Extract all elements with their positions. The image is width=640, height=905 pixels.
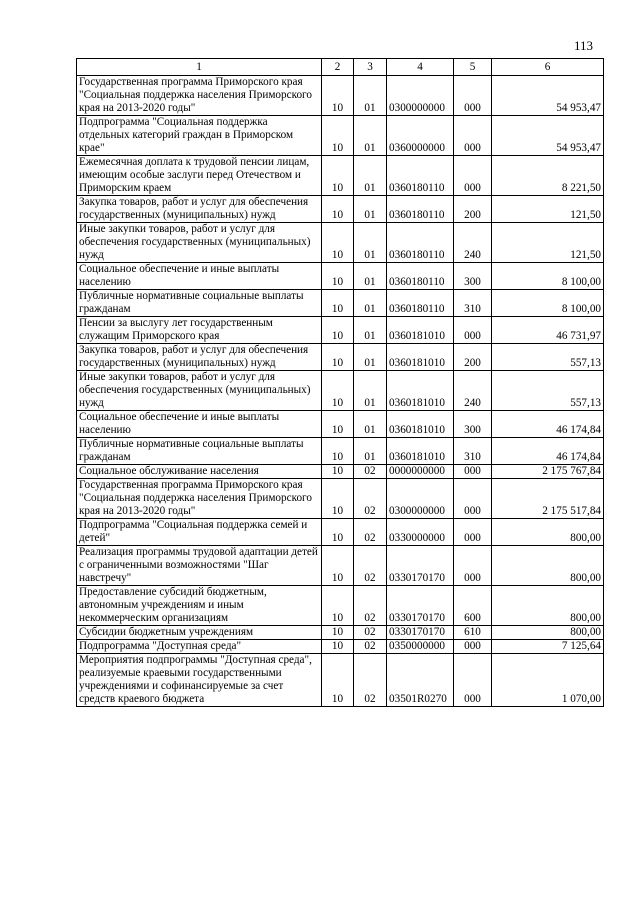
row-expense-type: 300 bbox=[454, 411, 492, 438]
row-target-code: 03501R0270 bbox=[387, 654, 454, 707]
row-expense-type: 610 bbox=[454, 626, 492, 640]
row-section: 10 bbox=[322, 290, 354, 317]
row-amount: 2 175 517,84 bbox=[492, 479, 604, 519]
row-amount: 46 174,84 bbox=[492, 411, 604, 438]
table-row bbox=[77, 586, 604, 626]
row-amount: 121,50 bbox=[492, 196, 604, 223]
row-description: Реализация программы трудовой адаптации детей с ограниченными возможностями "Шаг навстречу" bbox=[77, 546, 322, 586]
row-target-code: 0000000000 bbox=[387, 465, 454, 479]
page-number: 113 bbox=[574, 38, 594, 53]
row-amount: 800,00 bbox=[492, 519, 604, 546]
table-row bbox=[77, 317, 604, 344]
row-amount: 46 174,84 bbox=[492, 438, 604, 465]
column-header: 6 bbox=[492, 59, 604, 76]
row-amount: 121,50 bbox=[492, 223, 604, 263]
row-description: Закупка товаров, работ и услуг для обеспечения государственных (муниципальных) нужд bbox=[77, 344, 322, 371]
row-amount: 2 175 767,84 bbox=[492, 465, 604, 479]
row-section: 10 bbox=[322, 196, 354, 223]
row-expense-type: 000 bbox=[454, 465, 492, 479]
row-amount: 1 070,00 bbox=[492, 654, 604, 707]
row-expense-type: 000 bbox=[454, 156, 492, 196]
table-body bbox=[77, 76, 604, 707]
row-description: Государственная программа Приморского края "Социальная поддержка населения Приморского края на 2013-2020 годы" bbox=[77, 76, 322, 116]
table-row bbox=[77, 438, 604, 465]
column-header: 5 bbox=[454, 59, 492, 76]
row-description: Иные закупки товаров, работ и услуг для обеспечения государственных (муниципальных) нужд bbox=[77, 223, 322, 263]
row-target-code: 0360181010 bbox=[387, 371, 454, 411]
row-section: 10 bbox=[322, 438, 354, 465]
row-amount: 7 125,64 bbox=[492, 640, 604, 654]
table-row bbox=[77, 519, 604, 546]
row-amount: 800,00 bbox=[492, 586, 604, 626]
row-description: Публичные нормативные социальные выплаты гражданам bbox=[77, 290, 322, 317]
row-description: Социальное обеспечение и иные выплаты населению bbox=[77, 263, 322, 290]
row-expense-type: 000 bbox=[454, 76, 492, 116]
row-subsection: 02 bbox=[354, 465, 387, 479]
row-expense-type: 310 bbox=[454, 290, 492, 317]
row-description: Ежемесячная доплата к трудовой пенсии лицам, имеющим особые заслуги перед Отечеством и Приморским краем bbox=[77, 156, 322, 196]
row-target-code: 0300000000 bbox=[387, 479, 454, 519]
table-row bbox=[77, 263, 604, 290]
table-row bbox=[77, 654, 604, 707]
table-row bbox=[77, 116, 604, 156]
row-subsection: 01 bbox=[354, 317, 387, 344]
row-target-code: 0360181010 bbox=[387, 438, 454, 465]
row-expense-type: 000 bbox=[454, 317, 492, 344]
row-description: Закупка товаров, работ и услуг для обеспечения государственных (муниципальных) нужд bbox=[77, 196, 322, 223]
row-amount: 800,00 bbox=[492, 546, 604, 586]
table-row bbox=[77, 196, 604, 223]
row-subsection: 01 bbox=[354, 156, 387, 196]
table-row bbox=[77, 411, 604, 438]
row-target-code: 0330170170 bbox=[387, 586, 454, 626]
row-expense-type: 000 bbox=[454, 640, 492, 654]
row-amount: 557,13 bbox=[492, 371, 604, 411]
row-description: Субсидии бюджетным учреждениям bbox=[77, 626, 322, 640]
row-target-code: 0360180110 bbox=[387, 196, 454, 223]
column-header: 1 bbox=[77, 59, 322, 76]
row-section: 10 bbox=[322, 654, 354, 707]
row-target-code: 0360181010 bbox=[387, 317, 454, 344]
row-section: 10 bbox=[322, 116, 354, 156]
row-target-code: 0350000000 bbox=[387, 640, 454, 654]
row-description: Государственная программа Приморского края "Социальная поддержка населения Приморского края на 2013-2020 годы" bbox=[77, 479, 322, 519]
row-subsection: 02 bbox=[354, 586, 387, 626]
row-amount: 54 953,47 bbox=[492, 76, 604, 116]
table-row bbox=[77, 223, 604, 263]
row-description: Иные закупки товаров, работ и услуг для обеспечения государственных (муниципальных) нужд bbox=[77, 371, 322, 411]
row-section: 10 bbox=[322, 263, 354, 290]
table-row bbox=[77, 371, 604, 411]
table-row bbox=[77, 546, 604, 586]
row-section: 10 bbox=[322, 640, 354, 654]
row-expense-type: 310 bbox=[454, 438, 492, 465]
table-row bbox=[77, 344, 604, 371]
row-expense-type: 000 bbox=[454, 654, 492, 707]
row-subsection: 02 bbox=[354, 654, 387, 707]
row-section: 10 bbox=[322, 519, 354, 546]
column-header: 4 bbox=[387, 59, 454, 76]
row-target-code: 0360180110 bbox=[387, 156, 454, 196]
row-target-code: 0360181010 bbox=[387, 344, 454, 371]
row-subsection: 01 bbox=[354, 196, 387, 223]
table-row bbox=[77, 156, 604, 196]
row-section: 10 bbox=[322, 411, 354, 438]
column-header: 3 bbox=[354, 59, 387, 76]
row-section: 10 bbox=[322, 344, 354, 371]
row-section: 10 bbox=[322, 371, 354, 411]
row-subsection: 01 bbox=[354, 438, 387, 465]
table-row bbox=[77, 640, 604, 654]
row-expense-type: 600 bbox=[454, 586, 492, 626]
table-row bbox=[77, 290, 604, 317]
row-target-code: 0300000000 bbox=[387, 76, 454, 116]
row-description: Мероприятия подпрограммы "Доступная среда", реализуемые краевыми государственными учреждениями и софинансируемые за счет средств краевого бюджета bbox=[77, 654, 322, 707]
budget-table bbox=[76, 58, 604, 707]
row-subsection: 02 bbox=[354, 479, 387, 519]
row-subsection: 01 bbox=[354, 411, 387, 438]
table-header-row bbox=[77, 59, 604, 76]
row-target-code: 0360180110 bbox=[387, 223, 454, 263]
row-section: 10 bbox=[322, 76, 354, 116]
row-description: Пенсии за выслугу лет государственным служащим Приморского края bbox=[77, 317, 322, 344]
table-row bbox=[77, 479, 604, 519]
row-section: 10 bbox=[322, 479, 354, 519]
row-section: 10 bbox=[322, 465, 354, 479]
row-target-code: 0360180110 bbox=[387, 290, 454, 317]
row-expense-type: 000 bbox=[454, 116, 492, 156]
row-section: 10 bbox=[322, 317, 354, 344]
row-target-code: 0360180110 bbox=[387, 263, 454, 290]
row-subsection: 01 bbox=[354, 263, 387, 290]
row-subsection: 01 bbox=[354, 223, 387, 263]
row-description: Подпрограмма "Социальная поддержка отдельных категорий граждан в Приморском крае" bbox=[77, 116, 322, 156]
row-expense-type: 240 bbox=[454, 223, 492, 263]
row-subsection: 01 bbox=[354, 344, 387, 371]
row-subsection: 01 bbox=[354, 76, 387, 116]
row-amount: 8 221,50 bbox=[492, 156, 604, 196]
row-section: 10 bbox=[322, 546, 354, 586]
row-amount: 54 953,47 bbox=[492, 116, 604, 156]
row-expense-type: 000 bbox=[454, 546, 492, 586]
row-amount: 557,13 bbox=[492, 344, 604, 371]
row-expense-type: 000 bbox=[454, 519, 492, 546]
row-subsection: 02 bbox=[354, 626, 387, 640]
row-section: 10 bbox=[322, 586, 354, 626]
row-amount: 8 100,00 bbox=[492, 263, 604, 290]
row-subsection: 01 bbox=[354, 290, 387, 317]
row-description: Подпрограмма "Доступная среда" bbox=[77, 640, 322, 654]
row-subsection: 02 bbox=[354, 519, 387, 546]
table-row bbox=[77, 626, 604, 640]
row-amount: 800,00 bbox=[492, 626, 604, 640]
row-section: 10 bbox=[322, 223, 354, 263]
table-row bbox=[77, 465, 604, 479]
row-section: 10 bbox=[322, 626, 354, 640]
row-subsection: 01 bbox=[354, 371, 387, 411]
row-target-code: 0330170170 bbox=[387, 546, 454, 586]
row-description: Публичные нормативные социальные выплаты гражданам bbox=[77, 438, 322, 465]
table-row bbox=[77, 76, 604, 116]
row-expense-type: 000 bbox=[454, 479, 492, 519]
row-subsection: 02 bbox=[354, 640, 387, 654]
row-target-code: 0360000000 bbox=[387, 116, 454, 156]
row-target-code: 0330000000 bbox=[387, 519, 454, 546]
column-header: 2 bbox=[322, 59, 354, 76]
row-amount: 46 731,97 bbox=[492, 317, 604, 344]
row-target-code: 0330170170 bbox=[387, 626, 454, 640]
row-subsection: 02 bbox=[354, 546, 387, 586]
row-expense-type: 300 bbox=[454, 263, 492, 290]
row-subsection: 01 bbox=[354, 116, 387, 156]
row-amount: 8 100,00 bbox=[492, 290, 604, 317]
row-expense-type: 240 bbox=[454, 371, 492, 411]
row-target-code: 0360181010 bbox=[387, 411, 454, 438]
row-section: 10 bbox=[322, 156, 354, 196]
row-description: Подпрограмма "Социальная поддержка семей и детей" bbox=[77, 519, 322, 546]
row-expense-type: 200 bbox=[454, 196, 492, 223]
row-description: Социальное обслуживание населения bbox=[77, 465, 322, 479]
row-description: Социальное обеспечение и иные выплаты населению bbox=[77, 411, 322, 438]
row-description: Предоставление субсидий бюджетным, автономным учреждениям и иным некоммерческим организациям bbox=[77, 586, 322, 626]
row-expense-type: 200 bbox=[454, 344, 492, 371]
